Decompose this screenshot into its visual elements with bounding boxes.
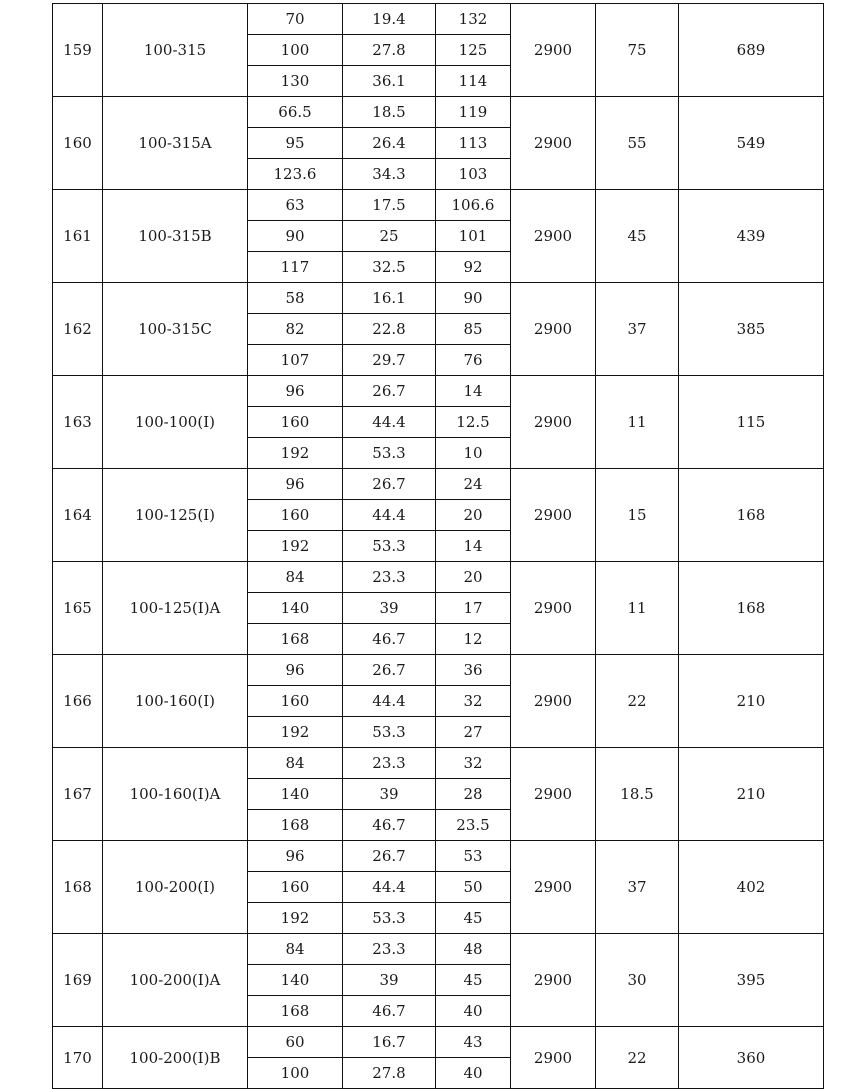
flow-m3h-cell: 60 [248,1027,343,1058]
flow-m3h-cell: 107 [248,345,343,376]
row-number-cell: 162 [53,283,103,376]
head-cell: 125 [436,35,511,66]
model-cell: 100-125(I)A [103,562,248,655]
weight-cell: 210 [679,655,824,748]
flow-m3h-cell: 140 [248,593,343,624]
head-cell: 85 [436,314,511,345]
power-cell: 18.5 [596,748,679,841]
flow-ls-cell: 25 [343,221,436,252]
flow-ls-cell: 23.3 [343,934,436,965]
head-cell: 76 [436,345,511,376]
table-row [53,841,824,872]
flow-m3h-cell: 123.6 [248,159,343,190]
head-cell: 106.6 [436,190,511,221]
flow-ls-cell: 39 [343,593,436,624]
head-cell: 14 [436,531,511,562]
head-cell: 90 [436,283,511,314]
head-cell: 20 [436,500,511,531]
model-cell: 100-160(I) [103,655,248,748]
head-cell: 23.5 [436,810,511,841]
flow-m3h-cell: 95 [248,128,343,159]
flow-m3h-cell: 96 [248,469,343,500]
weight-cell: 689 [679,4,824,97]
flow-ls-cell: 23.3 [343,562,436,593]
flow-ls-cell: 26.7 [343,655,436,686]
flow-ls-cell: 44.4 [343,686,436,717]
flow-ls-cell: 53.3 [343,717,436,748]
flow-ls-cell: 17.5 [343,190,436,221]
flow-m3h-cell: 192 [248,438,343,469]
head-cell: 114 [436,66,511,97]
model-cell: 100-125(I) [103,469,248,562]
flow-ls-cell: 46.7 [343,810,436,841]
flow-ls-cell: 29.7 [343,345,436,376]
flow-m3h-cell: 130 [248,66,343,97]
speed-cell: 2900 [511,1027,596,1089]
head-cell: 40 [436,1058,511,1089]
head-cell: 17 [436,593,511,624]
model-cell: 100-200(I)A [103,934,248,1027]
flow-m3h-cell: 90 [248,221,343,252]
model-cell: 100-200(I)B [103,1027,248,1089]
flow-ls-cell: 53.3 [343,438,436,469]
table-row [53,1027,824,1058]
head-cell: 45 [436,965,511,996]
row-number-cell: 169 [53,934,103,1027]
flow-ls-cell: 46.7 [343,624,436,655]
table-body [53,4,824,1089]
weight-cell: 395 [679,934,824,1027]
flow-m3h-cell: 58 [248,283,343,314]
head-cell: 50 [436,872,511,903]
flow-m3h-cell: 117 [248,252,343,283]
table-row [53,283,824,314]
row-number-cell: 170 [53,1027,103,1089]
speed-cell: 2900 [511,841,596,934]
head-cell: 32 [436,748,511,779]
weight-cell: 168 [679,469,824,562]
table-row [53,4,824,35]
head-cell: 101 [436,221,511,252]
weight-cell: 168 [679,562,824,655]
head-cell: 48 [436,934,511,965]
row-number-cell: 165 [53,562,103,655]
speed-cell: 2900 [511,562,596,655]
head-cell: 32 [436,686,511,717]
flow-ls-cell: 44.4 [343,500,436,531]
pump-spec-table [52,3,824,1089]
table-row [53,190,824,221]
weight-cell: 360 [679,1027,824,1089]
flow-ls-cell: 46.7 [343,996,436,1027]
power-cell: 45 [596,190,679,283]
flow-m3h-cell: 82 [248,314,343,345]
flow-m3h-cell: 168 [248,624,343,655]
table-row [53,97,824,128]
flow-ls-cell: 18.5 [343,97,436,128]
power-cell: 75 [596,4,679,97]
power-cell: 30 [596,934,679,1027]
flow-m3h-cell: 140 [248,779,343,810]
flow-ls-cell: 19.4 [343,4,436,35]
speed-cell: 2900 [511,655,596,748]
model-cell: 100-315B [103,190,248,283]
row-number-cell: 167 [53,748,103,841]
head-cell: 119 [436,97,511,128]
flow-m3h-cell: 70 [248,4,343,35]
power-cell: 11 [596,376,679,469]
flow-ls-cell: 26.7 [343,469,436,500]
flow-m3h-cell: 160 [248,500,343,531]
flow-m3h-cell: 96 [248,841,343,872]
weight-cell: 115 [679,376,824,469]
table-row [53,655,824,686]
flow-ls-cell: 27.8 [343,1058,436,1089]
head-cell: 12 [436,624,511,655]
weight-cell: 549 [679,97,824,190]
flow-m3h-cell: 168 [248,996,343,1027]
head-cell: 40 [436,996,511,1027]
table-row [53,748,824,779]
flow-m3h-cell: 66.5 [248,97,343,128]
flow-ls-cell: 44.4 [343,407,436,438]
flow-m3h-cell: 140 [248,965,343,996]
speed-cell: 2900 [511,748,596,841]
model-cell: 100-315C [103,283,248,376]
flow-ls-cell: 23.3 [343,748,436,779]
head-cell: 10 [436,438,511,469]
row-number-cell: 168 [53,841,103,934]
power-cell: 15 [596,469,679,562]
head-cell: 45 [436,903,511,934]
flow-m3h-cell: 96 [248,655,343,686]
row-number-cell: 164 [53,469,103,562]
flow-ls-cell: 39 [343,779,436,810]
head-cell: 28 [436,779,511,810]
head-cell: 12.5 [436,407,511,438]
head-cell: 113 [436,128,511,159]
flow-ls-cell: 44.4 [343,872,436,903]
flow-ls-cell: 26.7 [343,841,436,872]
flow-ls-cell: 16.7 [343,1027,436,1058]
flow-m3h-cell: 160 [248,407,343,438]
table-row [53,562,824,593]
head-cell: 53 [436,841,511,872]
flow-m3h-cell: 168 [248,810,343,841]
weight-cell: 402 [679,841,824,934]
head-cell: 14 [436,376,511,407]
power-cell: 11 [596,562,679,655]
flow-ls-cell: 26.7 [343,376,436,407]
flow-m3h-cell: 84 [248,748,343,779]
head-cell: 103 [436,159,511,190]
table-row [53,469,824,500]
flow-m3h-cell: 100 [248,1058,343,1089]
table-row [53,376,824,407]
head-cell: 132 [436,4,511,35]
head-cell: 92 [436,252,511,283]
speed-cell: 2900 [511,934,596,1027]
flow-m3h-cell: 84 [248,562,343,593]
model-cell: 100-100(I) [103,376,248,469]
speed-cell: 2900 [511,190,596,283]
speed-cell: 2900 [511,4,596,97]
flow-m3h-cell: 84 [248,934,343,965]
head-cell: 27 [436,717,511,748]
model-cell: 100-315 [103,4,248,97]
flow-ls-cell: 27.8 [343,35,436,66]
model-cell: 100-160(I)A [103,748,248,841]
flow-ls-cell: 22.8 [343,314,436,345]
flow-m3h-cell: 100 [248,35,343,66]
model-cell: 100-200(I) [103,841,248,934]
speed-cell: 2900 [511,283,596,376]
row-number-cell: 166 [53,655,103,748]
row-number-cell: 163 [53,376,103,469]
flow-m3h-cell: 96 [248,376,343,407]
head-cell: 43 [436,1027,511,1058]
weight-cell: 210 [679,748,824,841]
flow-ls-cell: 32.5 [343,252,436,283]
head-cell: 24 [436,469,511,500]
power-cell: 37 [596,283,679,376]
flow-ls-cell: 53.3 [343,903,436,934]
flow-ls-cell: 39 [343,965,436,996]
flow-m3h-cell: 192 [248,903,343,934]
flow-m3h-cell: 160 [248,686,343,717]
row-number-cell: 160 [53,97,103,190]
power-cell: 55 [596,97,679,190]
speed-cell: 2900 [511,97,596,190]
head-cell: 20 [436,562,511,593]
flow-m3h-cell: 192 [248,717,343,748]
flow-ls-cell: 16.1 [343,283,436,314]
flow-ls-cell: 34.3 [343,159,436,190]
flow-m3h-cell: 63 [248,190,343,221]
pump-spec-table-page [52,3,823,1089]
speed-cell: 2900 [511,376,596,469]
model-cell: 100-315A [103,97,248,190]
power-cell: 37 [596,841,679,934]
head-cell: 36 [436,655,511,686]
weight-cell: 385 [679,283,824,376]
flow-ls-cell: 53.3 [343,531,436,562]
speed-cell: 2900 [511,469,596,562]
flow-ls-cell: 26.4 [343,128,436,159]
row-number-cell: 161 [53,190,103,283]
weight-cell: 439 [679,190,824,283]
power-cell: 22 [596,655,679,748]
flow-m3h-cell: 160 [248,872,343,903]
power-cell: 22 [596,1027,679,1089]
table-row [53,934,824,965]
flow-ls-cell: 36.1 [343,66,436,97]
row-number-cell: 159 [53,4,103,97]
flow-m3h-cell: 192 [248,531,343,562]
